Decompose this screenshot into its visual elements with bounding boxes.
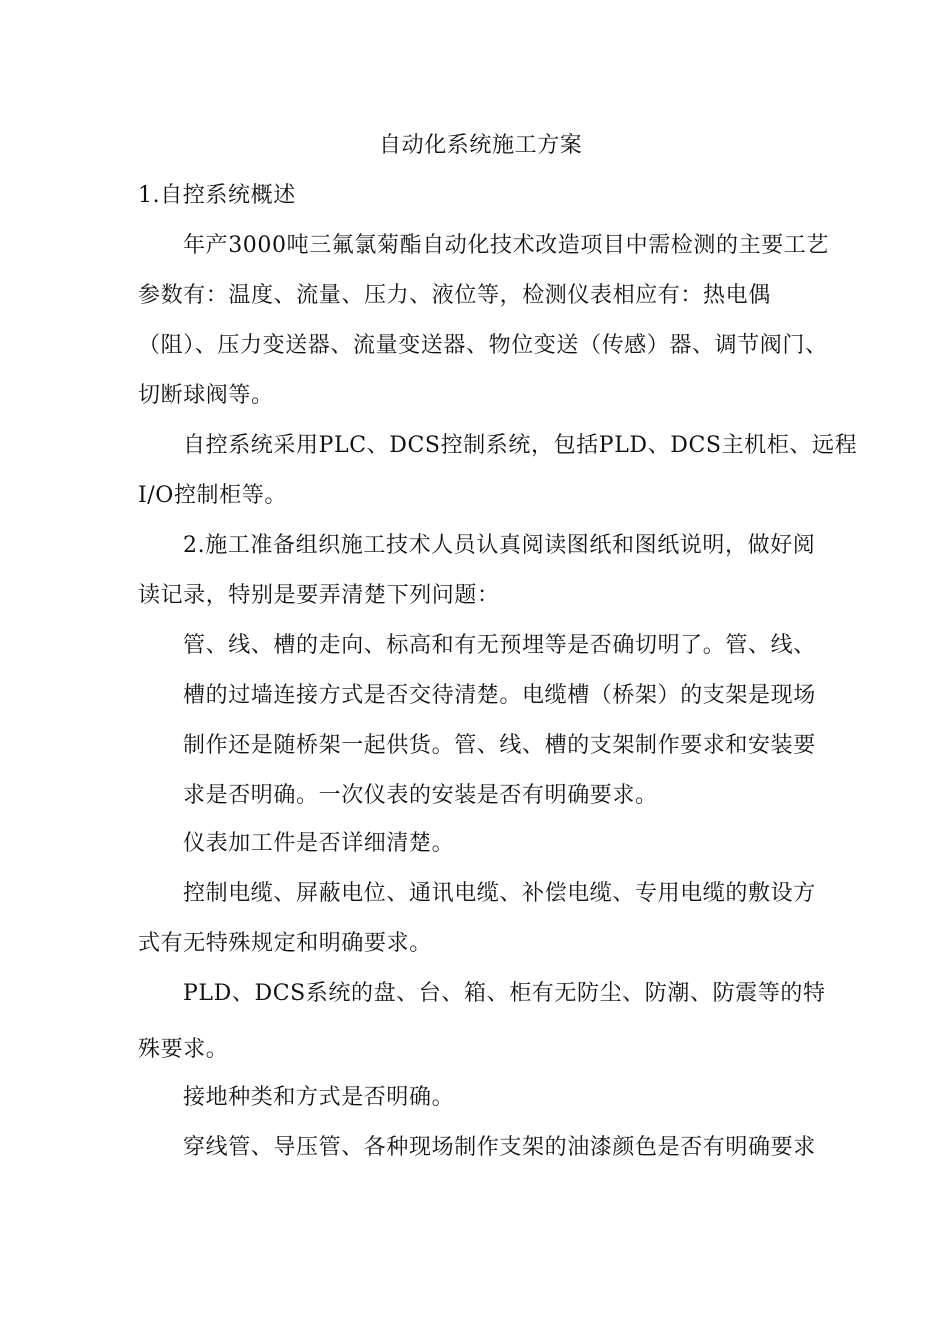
paragraph-line: 穿线管、导压管、各种现场制作支架的油漆颜色是否有明确要求 — [183, 1135, 816, 1160]
paragraph-line: 管、线、槽的走向、标高和有无预埋等是否确切明了。管、线、 — [183, 633, 816, 658]
paragraph-line: 仪表加工件是否详细清楚。 — [183, 831, 455, 856]
paragraph-line: 年产3000吨三氟氯菊酯自动化技术改造项目中需检测的主要工艺 — [183, 233, 829, 258]
paragraph-line: 参数有：温度、流量、压力、液位等，检测仪表相应有：热电偶 — [138, 283, 771, 308]
section-heading: 1.自控系统概述 — [138, 183, 296, 208]
paragraph-line: 控制电缆、屏蔽电位、通讯电缆、补偿电缆、专用电缆的敷设方 — [183, 881, 816, 906]
paragraph-line: I/O控制柜等。 — [138, 483, 287, 508]
paragraph-line: 求是否明确。一次仪表的安装是否有明确要求。 — [183, 783, 658, 808]
paragraph-line: 槽的过墙连接方式是否交待清楚。电缆槽（桥架）的支架是现场 — [183, 683, 816, 708]
document-title: 自动化系统施工方案 — [379, 133, 583, 158]
section-heading: 2.施工准备组织施工技术人员认真阅读图纸和图纸说明，做好阅 — [183, 533, 816, 558]
paragraph-line: 读记录，特别是要弄清楚下列问题： — [138, 583, 500, 608]
paragraph-line: 式有无特殊规定和明确要求。 — [138, 931, 432, 956]
paragraph-line: 接地种类和方式是否明确。 — [183, 1085, 455, 1110]
paragraph-line: 自控系统采用PLC、DCS控制系统，包括PLD、DCS主机柜、远程 — [183, 433, 858, 458]
paragraph-line: 制作还是随桥架一起供货。管、线、槽的支架制作要求和安装要 — [183, 733, 816, 758]
paragraph-line: 切断球阀等。 — [138, 383, 274, 408]
paragraph-line: 殊要求。 — [138, 1037, 229, 1062]
paragraph-line: PLD、DCS系统的盘、台、箱、柜有无防尘、防潮、防震等的特 — [183, 981, 826, 1006]
paragraph-line: （阻）、压力变送器、流量变送器、物位变送（传感）器、调节阀门、 — [138, 333, 828, 358]
